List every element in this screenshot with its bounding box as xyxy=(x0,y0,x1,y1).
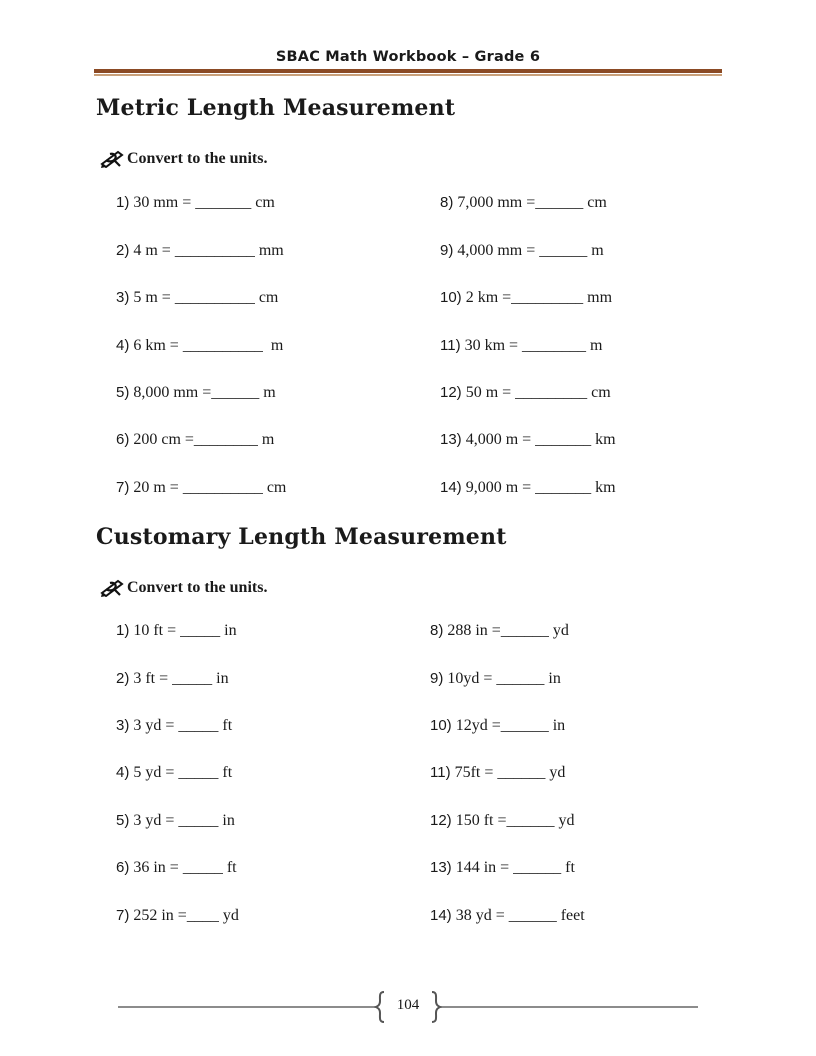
problem-number: 10) xyxy=(440,289,462,306)
problem-number: 8) xyxy=(440,194,454,211)
problem-number: 13) xyxy=(430,859,452,876)
problem-text: 3 ft = _____ in xyxy=(129,670,229,687)
problem-number: 2) xyxy=(116,242,130,259)
problem-number: 12) xyxy=(430,812,452,829)
problem-text: 75ft = ______ yd xyxy=(450,764,566,781)
problem-text: 9,000 m = _______ km xyxy=(461,479,616,496)
problem-number: 5) xyxy=(116,384,130,401)
problem-text: 20 m = __________ cm xyxy=(129,479,287,496)
problem-text: 3 yd = _____ in xyxy=(129,812,235,829)
problem-metric-14 xyxy=(440,479,616,497)
pencil-icon xyxy=(100,150,126,168)
problem-metric-9 xyxy=(440,242,604,260)
problem-customary-14 xyxy=(430,907,585,925)
problem-customary-7 xyxy=(116,907,239,925)
problem-number: 9) xyxy=(430,670,444,687)
problem-number: 5) xyxy=(116,812,130,829)
header-rule xyxy=(94,69,722,76)
problem-number: 14) xyxy=(430,907,452,924)
problem-number: 9) xyxy=(440,242,454,259)
problem-number: 2) xyxy=(116,670,130,687)
pencil-icon xyxy=(100,579,126,597)
problem-text: 4,000 m = _______ km xyxy=(461,431,616,448)
right-brace-icon xyxy=(430,990,442,1024)
problem-text: 10yd = ______ in xyxy=(443,670,561,687)
problem-customary-12 xyxy=(430,812,574,830)
problem-text: 4,000 mm = ______ m xyxy=(453,242,604,259)
problem-text: 144 in = ______ ft xyxy=(451,859,575,876)
problem-text: 38 yd = ______ feet xyxy=(451,907,585,924)
problem-number: 3) xyxy=(116,717,130,734)
problem-customary-6 xyxy=(116,859,237,877)
problem-metric-5 xyxy=(116,384,276,402)
problem-number: 11) xyxy=(440,337,461,354)
problem-customary-2 xyxy=(116,670,229,688)
problem-number: 1) xyxy=(116,194,130,211)
problem-text: 4 m = __________ mm xyxy=(129,242,284,259)
problem-customary-5 xyxy=(116,812,235,830)
instruction-customary xyxy=(100,579,267,597)
workbook-header-title: SBAC Math Workbook – Grade 6 xyxy=(275,49,541,65)
problem-metric-4 xyxy=(116,337,283,355)
problem-metric-11 xyxy=(440,337,603,355)
section-title-metric: Metric Length Measurement xyxy=(96,95,456,121)
problem-number: 1) xyxy=(116,622,130,639)
problem-text: 50 m = _________ cm xyxy=(461,384,611,401)
left-brace-icon xyxy=(374,990,386,1024)
problem-number: 4) xyxy=(116,337,130,354)
instruction-text: Convert to the units. xyxy=(127,579,268,596)
problem-number: 10) xyxy=(430,717,452,734)
problem-text: 3 yd = _____ ft xyxy=(129,717,233,734)
problem-customary-13 xyxy=(430,859,575,877)
footer-rule-left xyxy=(118,1006,376,1008)
problem-text: 8,000 mm =______ m xyxy=(129,384,276,401)
instruction-text: Convert to the units. xyxy=(127,150,268,167)
problem-text: 30 km = ________ m xyxy=(460,337,603,354)
problem-text: 10 ft = _____ in xyxy=(129,622,237,639)
problem-text: 252 in =____ yd xyxy=(129,907,239,924)
problem-text: 6 km = __________ m xyxy=(129,337,284,354)
problem-customary-8 xyxy=(430,622,569,640)
footer-rule-right xyxy=(440,1006,698,1008)
problem-metric-13 xyxy=(440,431,616,449)
problem-number: 7) xyxy=(116,479,130,496)
page-number: 104 xyxy=(396,997,420,1013)
problem-metric-8 xyxy=(440,194,607,212)
problem-text: 7,000 mm =______ cm xyxy=(453,194,607,211)
problem-number: 11) xyxy=(430,764,451,781)
problem-metric-3 xyxy=(116,289,278,307)
problem-text: 200 cm =________ m xyxy=(129,431,275,448)
instruction-metric xyxy=(100,150,267,168)
problem-customary-10 xyxy=(430,717,565,735)
problem-customary-1 xyxy=(116,622,237,640)
problem-number: 6) xyxy=(116,431,130,448)
problem-metric-10 xyxy=(440,289,612,307)
problem-metric-7 xyxy=(116,479,286,497)
problem-metric-1 xyxy=(116,194,275,212)
problem-customary-9 xyxy=(430,670,561,688)
problem-number: 13) xyxy=(440,431,462,448)
problem-metric-2 xyxy=(116,242,284,260)
problem-text: 36 in = _____ ft xyxy=(129,859,237,876)
problem-number: 14) xyxy=(440,479,462,496)
problem-metric-12 xyxy=(440,384,611,402)
problem-number: 6) xyxy=(116,859,130,876)
problem-text: 2 km =_________ mm xyxy=(461,289,613,306)
problem-text: 12yd =______ in xyxy=(451,717,566,734)
problem-text: 30 mm = _______ cm xyxy=(129,194,275,211)
problem-text: 5 yd = _____ ft xyxy=(129,764,233,781)
problem-number: 8) xyxy=(430,622,444,639)
problem-customary-4 xyxy=(116,764,232,782)
problem-metric-6 xyxy=(116,431,274,449)
section-title-customary: Customary Length Measurement xyxy=(96,524,507,550)
problem-text: 5 m = __________ cm xyxy=(129,289,279,306)
problem-number: 12) xyxy=(440,384,462,401)
problem-number: 7) xyxy=(116,907,130,924)
problem-text: 288 in =______ yd xyxy=(443,622,569,639)
problem-customary-11 xyxy=(430,764,565,782)
problem-customary-3 xyxy=(116,717,232,735)
problem-number: 3) xyxy=(116,289,130,306)
problem-text: 150 ft =______ yd xyxy=(451,812,575,829)
problem-number: 4) xyxy=(116,764,130,781)
